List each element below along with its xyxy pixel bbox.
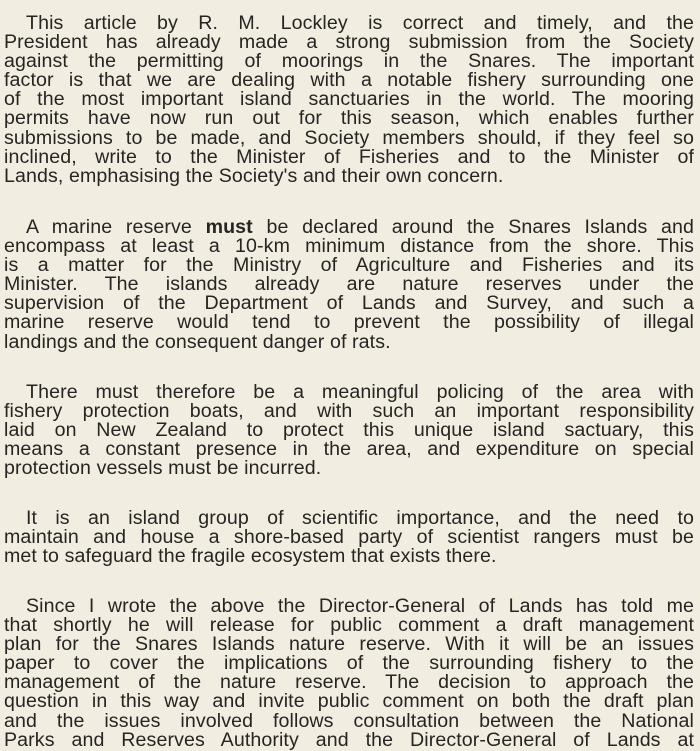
text-line: that shortly he will release for public comment a draft management: [4, 614, 694, 637]
text-line: laid on New Zealand to protect this unique island sactuary, this: [4, 419, 694, 442]
text-line: This article by R. M. Lockley is correct and timely, and the: [26, 12, 694, 34]
text-line: against the permitting of moorings in the Snares. The important: [4, 50, 694, 73]
text-line: Lands, emphasising the Society's and their own concern.: [4, 164, 504, 187]
text-line: met to safeguard the fragile ecosystem that exists there.: [4, 545, 497, 568]
text-line: and the issues involved follows consultation between the National: [4, 709, 694, 732]
text-line: Parks and Reserves Authority and the Director-General of Lands at: [4, 728, 694, 751]
text-line: There must therefore be a meaningful policing of the area with: [26, 381, 694, 403]
text-line: plan for the Snares Islands nature reserve. With it will be an issues: [4, 633, 694, 656]
text-line: permits have now run out for this season, which enables further: [4, 107, 694, 130]
text-line: protection vessels must be incurred.: [4, 457, 322, 480]
text-line: It is an island group of scientific importance, and the need to: [26, 507, 694, 529]
text-line: encompass at least a 10-km minimum distance from the shore. This: [4, 235, 694, 258]
text-line: is a matter for the Ministry of Agriculture and Fisheries and its: [4, 254, 694, 277]
text-line: factor is that we are dealing with a notable fishery surrounding one: [4, 69, 694, 92]
text-line: means a constant presence in the area, and expenditure on special: [4, 438, 694, 461]
text-line: Since I wrote the above the Director-General of Lands has told me: [26, 595, 694, 617]
emphasis-must: must: [205, 216, 253, 238]
text-line: Minister. The islands already are nature reserves under the: [4, 273, 694, 296]
text-line: of the most important island sanctuaries in the world. The mooring: [4, 88, 694, 111]
text-run: A marine reserve: [26, 216, 206, 238]
text-line: question in this way and invite public comment on both the draft plan: [4, 690, 694, 713]
text-line: fishery protection boats, and with such an important responsibility: [4, 400, 694, 423]
text-line: marine reserve would tend to prevent the possibility of illegal: [4, 311, 694, 334]
text-line: maintain and house a shore-based party of scientist rangers must be: [4, 526, 694, 549]
text-line: management of the nature reserve. The decision to approach the: [4, 671, 694, 694]
text-line: paper to cover the implications of the surrounding fishery to the: [4, 652, 694, 675]
paragraph-1: [4, 14, 694, 186]
text-line: submissions to be made, and Society members should, if they feel so: [4, 126, 694, 149]
paragraph-5: [4, 597, 694, 750]
paragraph-4: [4, 509, 694, 566]
text-line: President has already made a strong submission from the Society: [4, 31, 694, 54]
text-line: inclined, write to the Minister of Fisheries and to the Minister of: [4, 145, 694, 168]
text-run: be declared around the Snares Islands and: [252, 216, 694, 238]
paragraph-3: [4, 383, 694, 478]
paragraph-2: [4, 218, 694, 352]
text-line: landings and the consequent danger of rats.: [4, 330, 391, 353]
text-line: supervision of the Department of Lands and Survey, and such a: [4, 292, 694, 315]
